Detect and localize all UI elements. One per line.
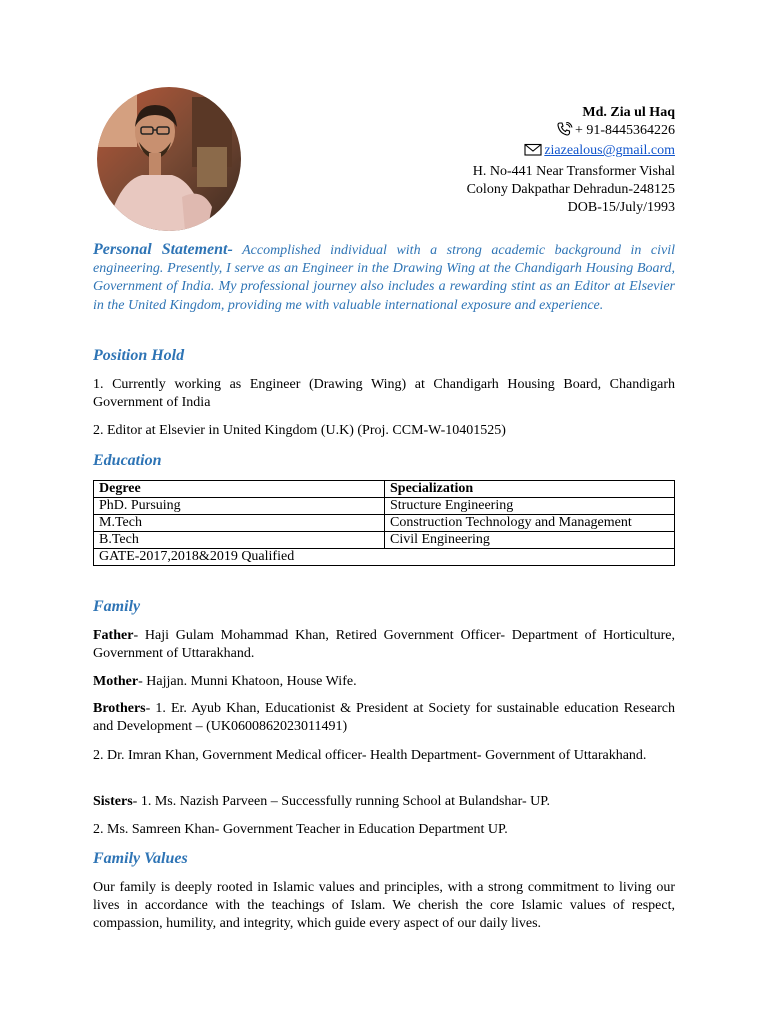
email-line: [467, 142, 675, 162]
specialization-cell: Construction Technology and Management: [385, 515, 675, 532]
family-values-text: Our family is deeply rooted in Islamic values and principles, with a strong commitment to living our lives in accordance with the teachings of Islam. We cherish the core Islamic values of respect, compassion, humility, and integrity, which guide every aspect of our daily lives.: [93, 880, 675, 932]
family-sisters: [93, 793, 675, 811]
table-footer-row: [94, 549, 675, 566]
table-row: [94, 532, 675, 549]
degree-cell: M.Tech: [94, 515, 385, 532]
statement-lead: Personal Statement-: [93, 241, 233, 258]
brothers-text: - 1. Er. Ayub Khan, Educationist & President at Society for sustainable education Research and Development – (UK0600862023011491): [93, 701, 675, 735]
brothers-label: Brothers: [93, 701, 146, 716]
table-row: [94, 498, 675, 515]
specialization-cell: Civil Engineering: [385, 532, 675, 549]
gate-qualification-cell: GATE-2017,2018&2019 Qualified: [94, 549, 675, 566]
father-text: - Haji Gulam Mohammad Khan, Retired Government Officer- Department of Horticulture, Government of Uttarakhand.: [93, 628, 675, 662]
position-item-1: 1. Currently working as Engineer (Drawing Wing) at Chandigarh Housing Board, Chandigarh Government of India: [93, 377, 675, 411]
position-heading: Position Hold: [93, 347, 185, 364]
sisters-text: - 1. Ms. Nazish Parveen – Successfully running School at Bulandshar- UP.: [132, 794, 550, 809]
family-values-heading: Family Values: [93, 850, 188, 867]
family-father: [93, 627, 675, 663]
resume-page: [93, 0, 675, 1024]
education-table: [93, 480, 675, 566]
position-item-2: 2. Editor at Elsevier in United Kingdom (U.K) (Proj. CCM-W-10401525): [93, 423, 506, 438]
education-heading: Education: [93, 452, 162, 469]
table-header-row: [94, 481, 675, 498]
candidate-name: Md. Zia ul Haq: [582, 105, 675, 120]
specialization-cell: Structure Engineering: [385, 498, 675, 515]
family-mother: [93, 673, 675, 691]
specialization-column-header: Specialization: [385, 481, 675, 498]
contact-block: [467, 104, 675, 217]
phone-icon: [557, 122, 573, 142]
mother-text: - Hajjan. Munni Khatoon, House Wife.: [138, 674, 357, 689]
profile-photo: [97, 87, 241, 231]
family-brother-2: 2. Dr. Imran Khan, Government Medical officer- Health Department- Government of Uttarakhand.: [93, 748, 647, 763]
envelope-icon: [524, 143, 542, 162]
table-row: [94, 515, 675, 532]
phone-number: + 91-8445364226: [574, 123, 675, 139]
email-link[interactable]: ziazealous@gmail.com: [544, 143, 675, 159]
phone-line: [467, 122, 675, 142]
mother-label: Mother: [93, 674, 139, 689]
family-sister-2: 2. Ms. Samreen Khan- Government Teacher in Education Department UP.: [93, 822, 508, 837]
degree-column-header: Degree: [94, 481, 385, 498]
sisters-label: Sisters: [93, 794, 133, 809]
statement-text: Accomplished individual with a strong academic background in civil engineering. Presently, I serve as an Engineer in the Drawing Wing at the Chandigarh Housing Board, Government of India. My professional journey also includes a rewarding stint as an Editor at Elsevier in the United Kingdom, providing me with valuable international exposure and experience.: [93, 243, 675, 313]
degree-cell: PhD. Pursuing: [94, 498, 385, 515]
family-brothers: [93, 700, 675, 736]
address-line-1: H. No-441 Near Transformer Vishal: [472, 163, 675, 179]
family-heading: Family: [93, 598, 141, 615]
father-label: Father: [93, 628, 134, 643]
degree-cell: B.Tech: [94, 532, 385, 549]
address-line-2: Colony Dakpathar Dehradun-248125: [466, 181, 675, 197]
date-of-birth: DOB-15/July/1993: [567, 200, 675, 216]
personal-statement: [93, 241, 675, 315]
